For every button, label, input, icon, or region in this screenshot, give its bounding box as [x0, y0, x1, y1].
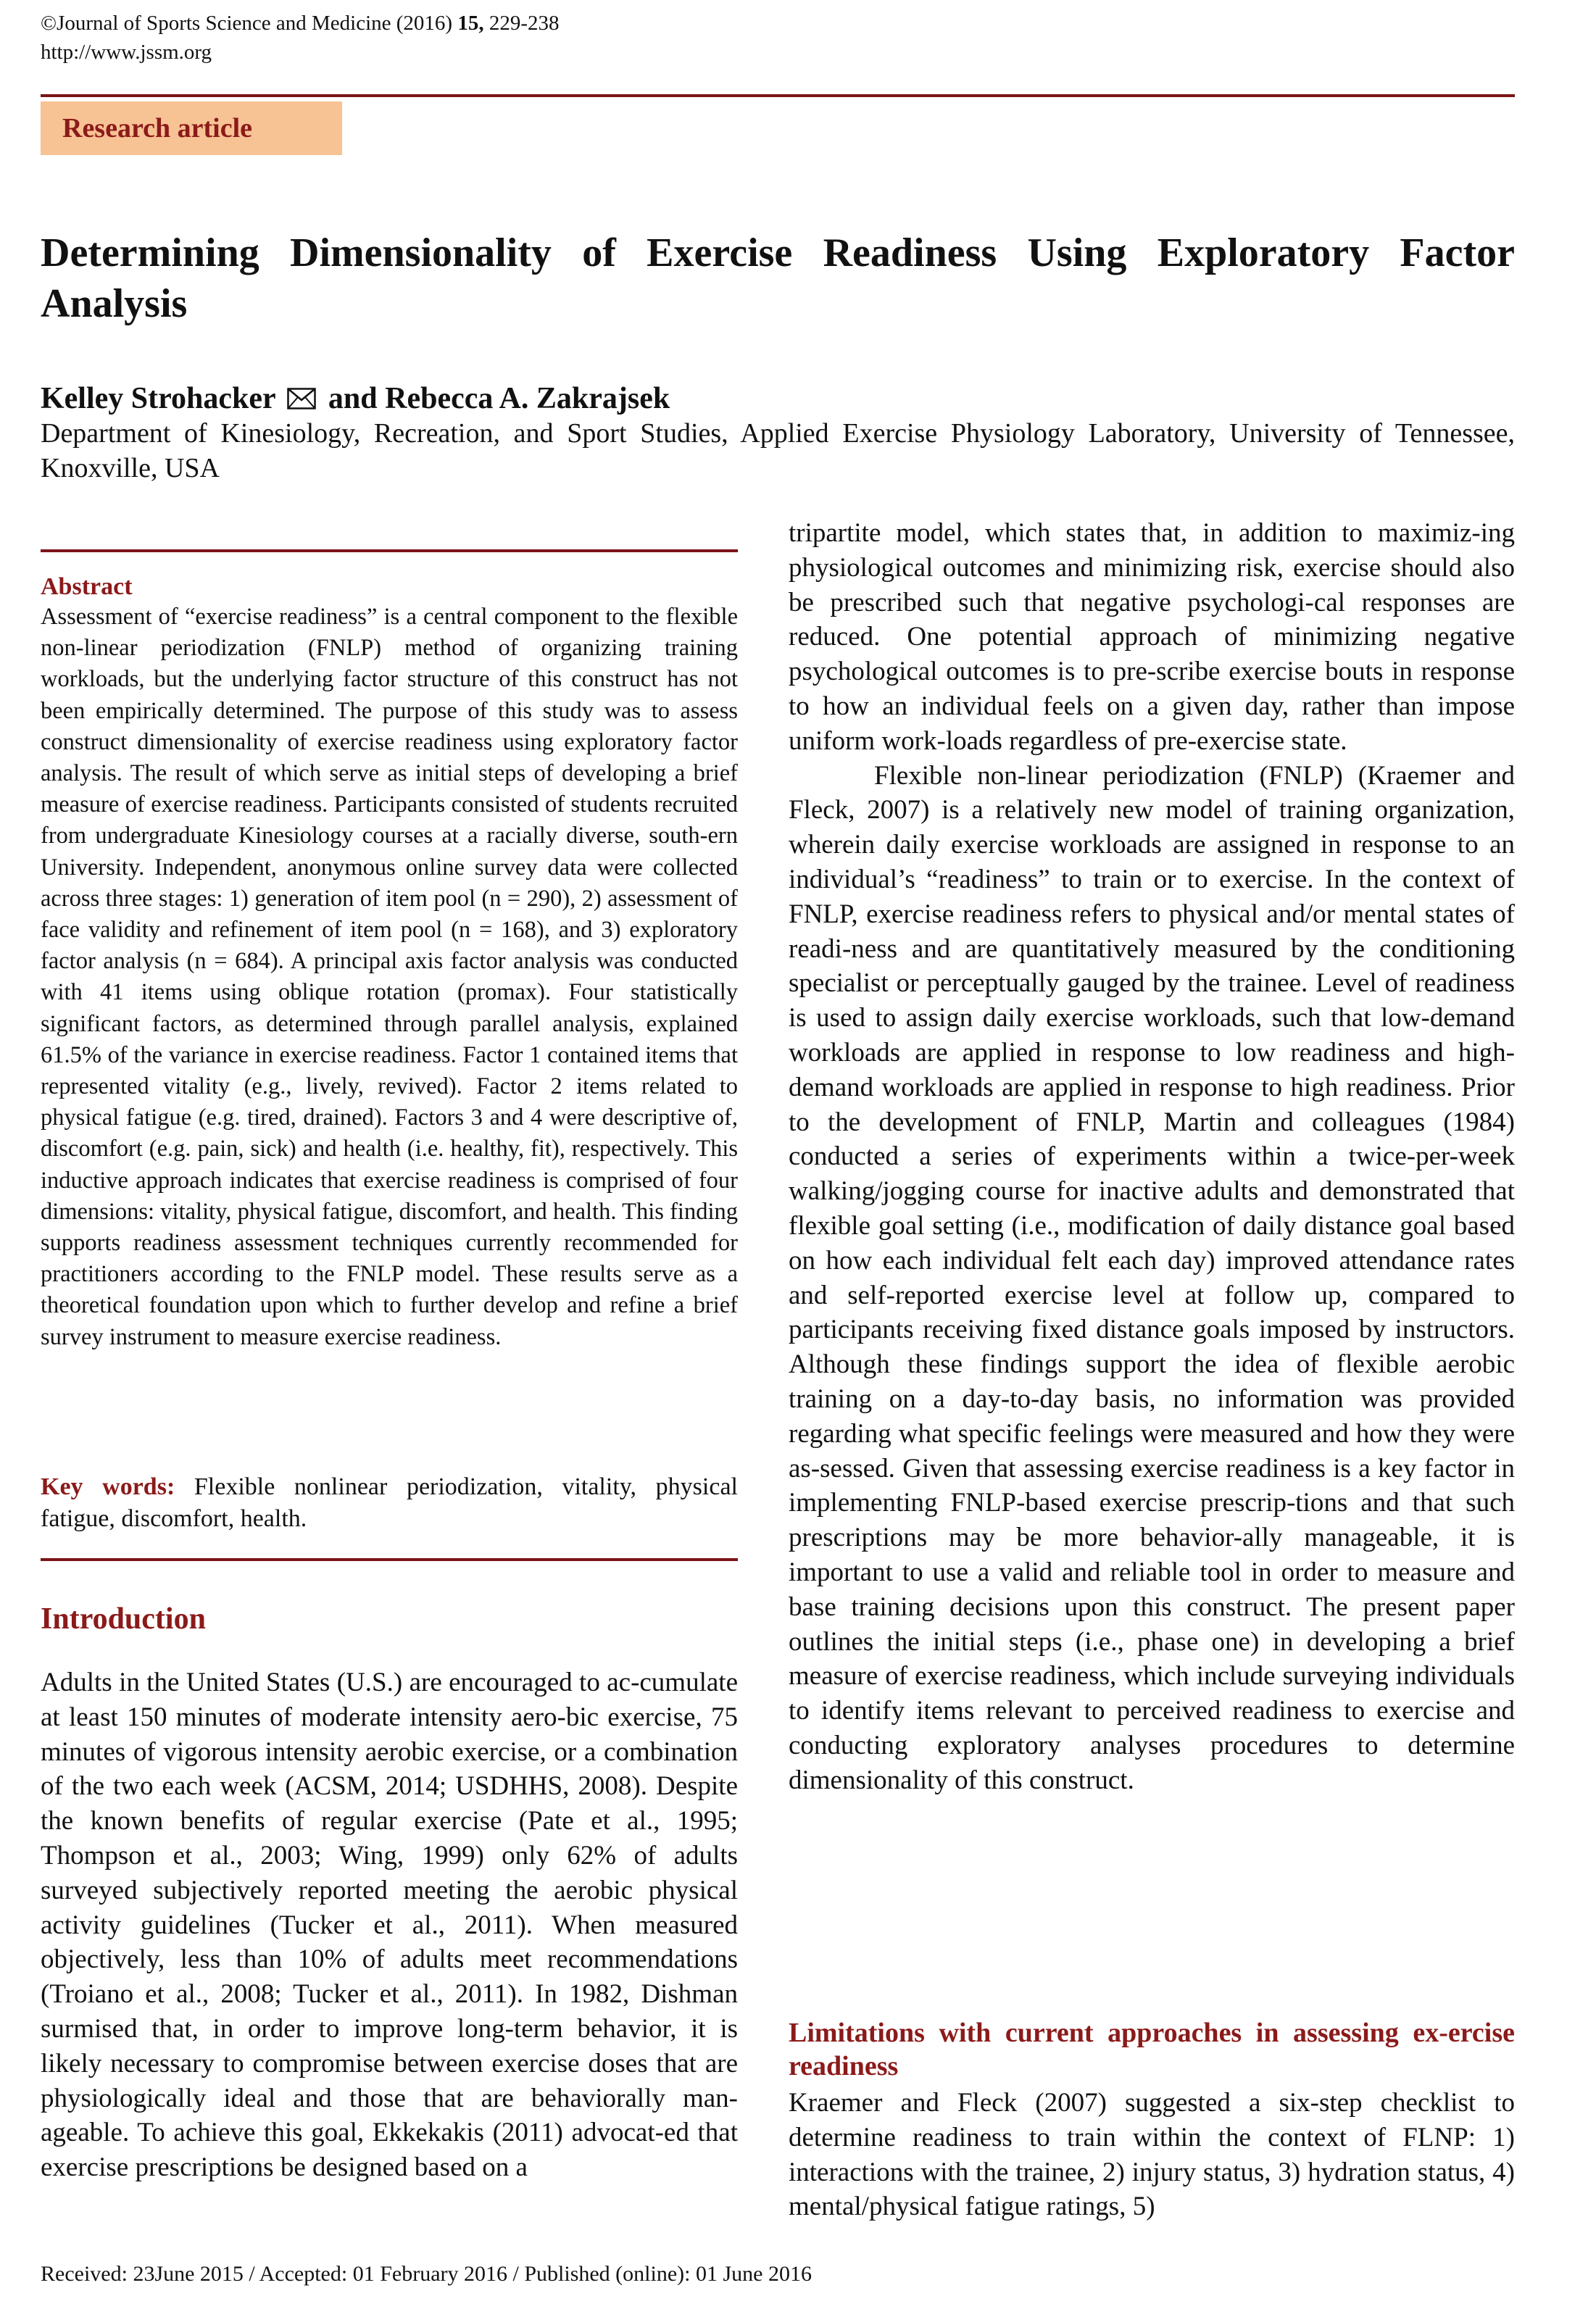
authors: [41, 380, 670, 417]
journal-url[interactable]: http://www.jssm.org: [41, 41, 212, 64]
abstract-text: Assessment of “exercise readiness” is a central component to the flexible non-linear periodization (FNLP) method of organizing training workloads, but the underlying factor structure of this construct has not been empirically determined. The purpose of this study was to assess construct dimensionality of exercise readiness using exploratory factor analysis. The result of which serve as initial steps of developing a brief measure of exercise readiness. Participants consisted of students recruited from undergraduate Kinesiology courses at a racially diverse, south-ern University. Independent, anonymous online survey data were collected across three stages: 1) generation of item pool (n = 290), 2) assessment of face validity and refinement of item pool (n = 168), and 3) exploratory factor analysis (n = 684). A principal axis factor analysis was conducted with 41 items using oblique rotation (promax). Four statistically significant factors, as determined through parallel analysis, explained 61.5% of the variance in exercise readiness. Factor 1 contained items that represented vitality (e.g., lively, revived). Factor 2 items related to physical fatigue (e.g. tired, drained). Factors 3 and 4 were descriptive of, discomfort (e.g. pain, sick) and health (i.e. healthy, fit), respectively. This inductive approach indicates that exercise readiness is comprised of four dimensions: vitality, physical fatigue, discomfort, and health. This finding supports readiness assessment techniques currently recommended for practitioners according to the FNLP model. These results serve as a theoretical foundation upon which to further develop and refine a brief survey instrument to measure exercise readiness.: [41, 604, 738, 1350]
limitations-subheading: Limitations with current approaches in assessing ex-ercise readiness: [789, 2018, 1515, 2081]
abstract-heading: Abstract: [41, 573, 133, 600]
journal-volume: 15,: [457, 12, 484, 35]
journal-citation: ©Journal of Sports Science and Medicine (2016) 15, 229-238: [41, 12, 560, 35]
article-type-tag: Research article: [41, 101, 342, 155]
introduction-text: Adults in the United States (U.S.) are encouraged to ac-cumulate at least 150 minutes of moderate intensity aero-bic exercise, 75 minutes of vigorous intensity aerobic exercise, or a combination of the two each week (ACSM, 2014; USDHHS, 2008). Despite the known benefits of regular exercise (Pate et al., 1995; Thompson et al., 2003; Wing, 1999) only 62% of adults surveyed subjectively reported meeting the aerobic physical activity guidelines (Tucker et al., 2011). When measured objectively, less than 10% of adults meet recommendations (Troiano et al., 2008; Tucker et al., 2011). In 1982, Dishman surmised that, in order to improve long-term behavior, it is likely necessary to compromise between exercise doses that are physiologically ideal and those that are behaviorally man-ageable. To achieve this goal, Ekkekakis (2011) advocat-ed that exercise prescriptions be designed based on a: [41, 1668, 738, 2183]
publication-dates: Received: 23June 2015 / Accepted: 01 February 2016 / Published (online): 01 June 2016: [41, 2262, 812, 2286]
right-paragraph-3: Kraemer and Fleck (2007) suggested a six-step checklist to determine readiness to train within the context of FLNP: 1) interactions with the trainee, 2) injury status, 3) hydration status, 4) mental/physical fatigue ratings, 5): [789, 2088, 1515, 2222]
right-column-body: [789, 516, 1515, 1797]
keywords-text: Flexible nonlinear periodization, vitality, physical fatigue, discomfort, health.: [41, 1473, 738, 1532]
abstract-top-rule: [41, 549, 738, 552]
abstract-bottom-rule: [41, 1558, 738, 1561]
header-rule: [41, 94, 1515, 97]
author-rest: and Rebecca A. Zakrajsek: [320, 382, 670, 415]
keywords: [41, 1471, 738, 1535]
right-paragraph-1: tripartite model, which states that, in addition to maximiz-ing physiological outcomes and minimizing risk, exercise should also be prescribed such that negative psychologi-cal responses are reduced. One potential approach of minimizing negative psychological outcomes is to pre-scribe exercise bouts in response to how an individual feels on a given day, rather than impose uniform work-loads regardless of pre-exercise state.: [789, 518, 1515, 756]
paper-title: Determining Dimensionality of Exercise Readiness Using Exploratory Factor Analysis: [41, 230, 1515, 326]
author-first: Kelley Strohacker: [41, 382, 275, 415]
envelope-icon[interactable]: [287, 388, 316, 409]
journal-header: [41, 9, 560, 67]
right-paragraph-2: Flexible non-linear periodization (FNLP) (Kraemer and Fleck, 2007) is a relatively new model of training organization, wherein daily exercise workloads are assigned in response to an individual’s “readiness” to train or to exercise. In the context of FNLP, exercise readiness refers to physical and/or mental states of readi-ness and are quantitatively measured by the conditioning specialist or perceptually gauged by the trainee. Level of readiness is used to assign daily exercise workloads, such that low-demand workloads are applied in response to low readiness and high-demand workloads are applied in response to high readiness. Prior to the development of FNLP, Martin and colleagues (1984) conducted a series of experiments within a twice-per-week walking/jogging course for inactive adults and demonstrated that flexible goal setting (i.e., modification of daily distance goal based on how each individual felt each day) improved attendance rates and self-reported exercise level at follow up, compared to participants receiving fixed distance goals imposed by instructors. Although these findings support the idea of flexible aerobic training on a day-to-day basis, no information was provided regarding what specific feelings were measured and how they were as-sessed. Given that assessing exercise readiness is a key factor in implementing FNLP-based exercise prescrip-tions and that such prescriptions may be more behavior-ally manageable, it is important to use a valid and reliable tool in order to measure and base training decisions upon this construct. The present paper outlines the initial steps (i.e., phase one) in developing a brief measure of exercise readiness, which include surveying individuals to identify items relevant to perceived readiness to exercise and conducting exploratory analyses procedures to determine dimensionality of this construct.: [789, 760, 1515, 1795]
affiliation: Department of Kinesiology, Recreation, and Sport Studies, Applied Exercise Physiology Laboratory, University of Tennessee, Knoxville, USA: [41, 418, 1515, 483]
introduction-heading: Introduction: [41, 1602, 206, 1636]
keywords-label: Key words:: [41, 1473, 175, 1500]
